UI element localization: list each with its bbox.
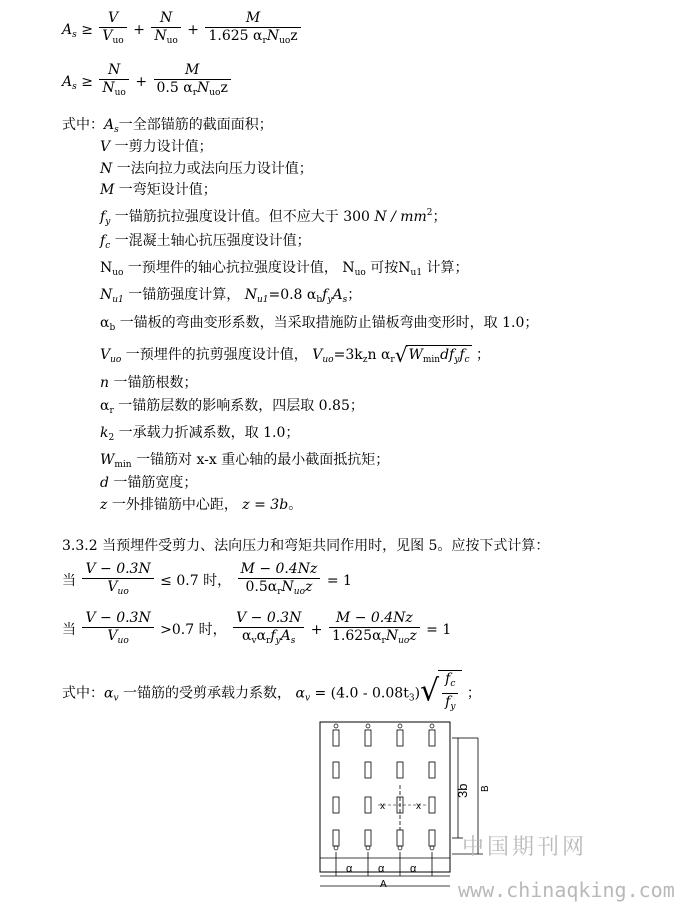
anchor-stud [333,730,339,746]
anchor-studs [333,724,435,850]
def-ar: $\alpha_r$ 一锚筋层数的影响系数，四层取 0.85； [100,398,364,416]
label-a-2: α [378,863,385,875]
label-3b: 3b [455,783,470,798]
label-a-3: α [410,863,417,875]
formula-2: $A_s$ ≥ $\frac{N}{N_{uo}}$ + $\frac{M}{0.5 \alpha_rN_{uo}z}$ [62,62,233,102]
anchor-stud [429,730,435,746]
label-A: A [380,879,387,890]
anchor-stud [365,830,371,846]
stud-marker [334,846,338,850]
stud-marker [430,846,434,850]
anchor-stud [397,762,403,778]
anchor-stud [429,797,435,813]
def-Vuo: $V_{uo}$ 一预埋件的抗剪强度设计值， $V_{uo}=3k_zn$ $\alpha_r√W_{min}df_yf_c$ ； [100,343,491,367]
anchor-stud [429,830,435,846]
stud-marker [398,846,402,850]
condition-1: 当 $\frac{V - 0.3N}{V_{uo}}$ ≤ 0.7 时， $\frac{M - 0.4Nz}{0.5\alpha_rN_{uo}z}$ = 1 [62,561,352,597]
def-ab: $\alpha_b$ 一锚板的弯曲变形系数，当采取措施防止锚板弯曲变形时，取 1.0； [100,315,539,333]
stud-marker [398,724,402,728]
anchor-stud [365,762,371,778]
def-Nu1: $N_{u1}$ 一锚筋强度计算， $N_{u1}=0.8$ $\alpha_bf_yA_s$； [100,287,362,305]
condition-2: 当 $\frac{V - 0.3N}{V_{uo}}$ >0.7 时， $\frac{V - 0.3N}{\alpha_v\alpha_rf_yA_s}$ + $\frac{M - 0.4Nz}{1.625\alpha_rN_{uo}z}$ = 1 [62,610,452,646]
section-3-3-2: 3.3.2 当预埋件受剪力、法向压力和弯矩共同作用时，见图 5。应按下式计算： [62,538,550,554]
stud-marker [366,846,370,850]
stud-marker [334,724,338,728]
def-d: d 一锚筋宽度； [100,475,198,491]
formula-2-frac-2: $\frac{M}{0.5 \alpha_rN_{uo}z}$ [154,62,231,102]
def-z: z 一外排锚筋中心距， z = 3b。 [100,497,303,513]
label-B: B [480,785,491,792]
formula-1-lhs: A [62,22,73,38]
def-fy: $f_y$ 一锚筋抗拉强度设计值。但不应大于 300 N / $mm^2$； [100,208,447,227]
axis-x-right-label: x [416,801,421,812]
sqrt-icon: √ [420,673,440,709]
anchor-stud [365,797,371,813]
stud-marker [366,724,370,728]
formula-1-frac-2: $\frac{N}{N_{uo}}$ [151,10,180,50]
def-k2: $k_2$ 一承载力折减系数，取 1.0； [100,425,300,443]
def-M: M 一弯矩设计值； [100,182,217,198]
def-av: 式中：$\alpha_v$ 一锚筋的受剪承载力系数， $\alpha_v = (4.0 - 0.08t_3)√$ $\frac{f_c}{f_y}$ ； [62,670,481,716]
stud-marker [430,724,434,728]
anchor-stud [429,762,435,778]
def-Nuo: $N_{uo}$ 一预埋件的轴心抗拉强度设计值， $N_{uo}$ 可按$N_{u1}$ 计算； [100,260,469,278]
anchor-stud [333,797,339,813]
anchor-stud [333,830,339,846]
formula-1-frac-1: $\frac{V}{V_{uo}}$ [99,10,126,50]
def-V: V 一剪力设计值； [100,139,213,155]
anchor-stud [397,730,403,746]
anchor-plate-figure [318,720,498,890]
def-W: $W_{min}$ 一锚筋对 x-x 重心轴的最小截面抵抗矩； [100,452,390,470]
def-As: 式中：$A_s$一全部锚筋的截面面积； [62,117,273,135]
sqrt-icon: √ [394,343,408,367]
watermark-cn: 中国期刊网 [462,835,588,860]
label-a-1: α [346,863,353,875]
formula-1: $A_s$ ≥ $\frac{V}{V_{uo}}$ + $\frac{N}{N_{uo}}$ + $\frac{M}{1.625 \alpha_rN_{uo}z}$ [62,10,303,50]
def-N: N 一法向拉力或法向压力设计值； [100,161,313,177]
anchor-stud [333,762,339,778]
axis-x-left-label: x [380,801,385,812]
anchor-stud [397,830,403,846]
def-fc: $f_c$ 一混凝土轴心抗压强度设计值； [100,233,311,251]
watermark-url: www.chinaqking.com [458,878,675,902]
def-n: n 一锚筋根数； [100,375,198,391]
formula-2-frac-1: $\frac{N}{N_{uo}}$ [99,62,128,102]
formula-1-frac-3: $\frac{M}{1.625 \alpha_rN_{uo}z}$ [205,10,300,50]
anchor-stud [365,730,371,746]
